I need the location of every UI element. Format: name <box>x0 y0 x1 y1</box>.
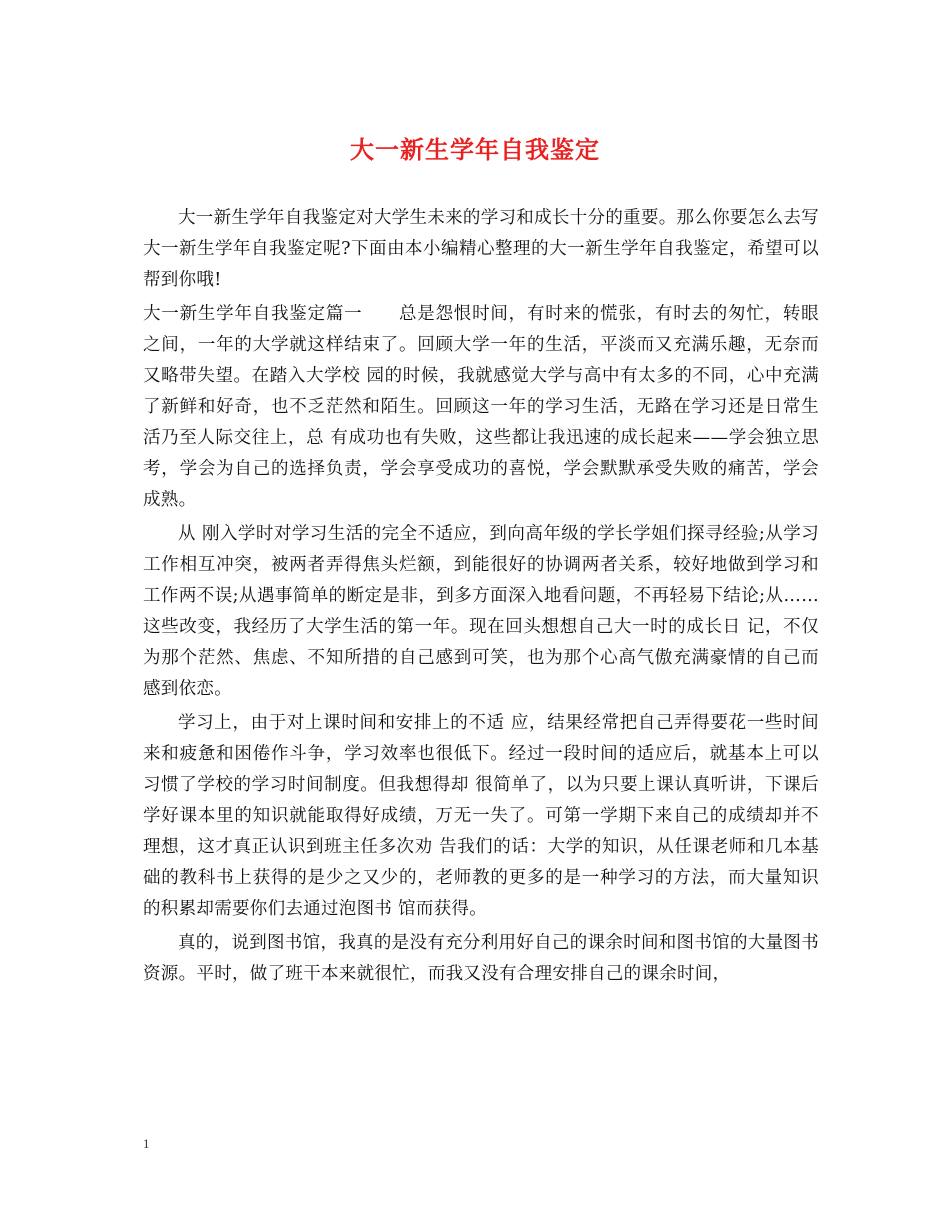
document-body <box>143 203 819 993</box>
paragraph-intro: 大一新生学年自我鉴定对大学生未来的学习和成长十分的重要。那么你要怎么去写大一新生学年自我鉴定呢?下面由本小编精心整理的大一新生学年自我鉴定，希望可以帮到你哦! <box>143 208 819 290</box>
page-number: 1 <box>143 1136 150 1151</box>
paragraph-adaptation: 从 刚入学时对学习生活的完全不适应，到向高年级的学长学姐们探寻经验;从学习工作相互冲突，被两者弄得焦头烂额，到能很好的协调两者关系，较好地做到学习和 工作两不误;从遇事简单的断定是非，到多方面深入地看问题，不再轻易下结论;从……这些改变，我经历了大学生活的第一年。现在回头想想自己大一时的成长日 记，不仅为那个茫然、焦虑、不知所措的自己感到可笑，也为那个心高气傲充满豪情的自己而感到依恋。 <box>143 524 819 699</box>
paragraph-study: 学习上，由于对上课时间和安排上的不适 应，结果经常把自己弄得要花一些时间来和疲惫和困倦作斗争，学习效率也很低下。经过一段时间的适应后，就基本上可以习惯了学校的学习时间制度。但我想得却 很简单了，以为只要上课认真听讲，下课后学好课本里的知识就能取得好成绩，万无一失了。可第一学期下来自己的成绩却并不理想，这才真正认识到班主任多次劝 告我们的话：大学的知识，从任课老师和几本基础的教科书上获得的是少之又少的，老师教的更多的是一种学习的方法，而大量知识的积累却需要你们去通过泡图书 馆而获得。 <box>143 713 819 919</box>
document-title: 大一新生学年自我鉴定 <box>350 136 600 164</box>
paragraph-section-one: 大一新生学年自我鉴定篇一 总是怨恨时间，有时来的慌张，有时去的匆忙，转眼之间，一年的大学就这样结束了。回顾大学一年的生活，平淡而又充满乐趣，无奈而又略带失望。在踏入大学校 园的时候，我就感觉大学与高中有太多的不同，心中充满了新鲜和好奇，也不乏茫然和陌生。回顾这一年的学习生活，无路在学习还是日常生活乃至人际交往上，总 有成功也有失败，这些都让我迅速的成长起来——学会独立思考，学会为自己的选择负责，学会享受成功的喜悦，学会默默承受失败的痛苦，学会成熟。 <box>143 304 819 510</box>
paragraph-library: 真的，说到图书馆，我真的是没有充分利用好自己的课余时间和图书馆的大量图书资源。平时，做了班干本来就很忙，而我又没有合理安排自己的课余时间， <box>143 933 819 984</box>
